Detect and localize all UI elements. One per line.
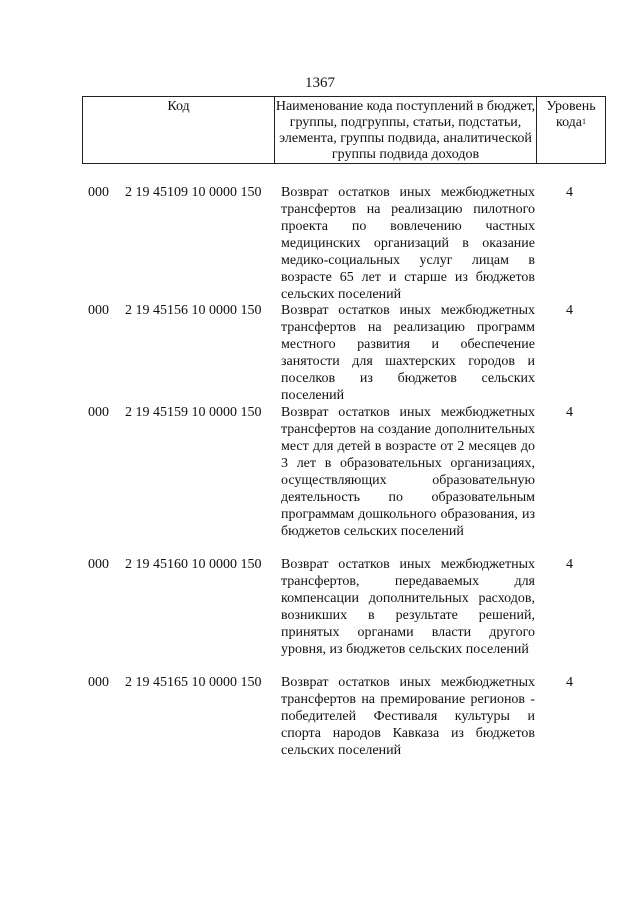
- row-description: Возврат остатков иных межбюджетных трансфертов на реализацию программ местного развития и обеспечение занятости для шахтерских городов и поселков из бюджетов сельских поселений: [281, 303, 535, 403]
- table-row: [0, 556, 640, 674]
- row-prefix: 000: [88, 303, 109, 318]
- row-prefix: 000: [88, 185, 109, 200]
- table-body: [0, 184, 640, 776]
- table-row: [0, 302, 640, 404]
- row-code: 2 19 45165 10 0000 150: [125, 675, 262, 690]
- row-level: 4: [566, 405, 573, 420]
- row-code: 2 19 45109 10 0000 150: [125, 185, 262, 200]
- table-header: [82, 96, 606, 164]
- row-level: 4: [566, 303, 573, 318]
- row-description: Возврат остатков иных межбюджетных трансфертов на реализацию пилотного проекта по вовлечению частных медицинских организаций в оказание медико-социальных услуг лицам в возрасте 65 лет и старше из бюджетов сельских поселений: [281, 185, 535, 302]
- header-level-label: Уровень код: [546, 99, 596, 130]
- table-row: [0, 404, 640, 556]
- row-level: 4: [566, 185, 573, 200]
- header-level: [536, 97, 606, 163]
- header-name: Наименование кода поступлений в бюджет, группы, подгруппы, статьи, подстатьи, элемента, группы подвида, аналитической группы подвида доходов: [275, 99, 536, 162]
- row-description: Возврат остатков иных межбюджетных трансфертов на премирование регионов - победителей Фестиваля культуры и спорта народов Кавказа из бюджетов сельских поселений: [281, 675, 535, 758]
- header-level-footnote: 1: [582, 117, 587, 126]
- row-prefix: 000: [88, 405, 109, 420]
- table-row: [0, 184, 640, 302]
- row-code: 2 19 45160 10 0000 150: [125, 557, 262, 572]
- row-prefix: 000: [88, 675, 109, 690]
- row-prefix: 000: [88, 557, 109, 572]
- page-number: 1367: [305, 75, 335, 91]
- table-row: [0, 674, 640, 776]
- header-level-label-tail: а: [575, 115, 583, 130]
- header-code: Код: [82, 97, 274, 163]
- row-level: 4: [566, 557, 573, 572]
- row-description: Возврат остатков иных межбюджетных трансфертов на создание дополнительных мест для детей в возрасте от 2 месяцев до 3 лет в образовательных организациях, осуществляющих образовательную деятельность по образовательным программам дошкольного образования, из бюджетов сельских поселений: [281, 405, 535, 539]
- row-description: Возврат остатков иных межбюджетных трансфертов, передаваемых для компенсации дополнительных расходов, возникших в результате решений, принятых органами власти другого уровня, из бюджетов сельских поселений: [281, 557, 535, 657]
- row-code: 2 19 45159 10 0000 150: [125, 405, 262, 420]
- row-level: 4: [566, 675, 573, 690]
- row-code: 2 19 45156 10 0000 150: [125, 303, 262, 318]
